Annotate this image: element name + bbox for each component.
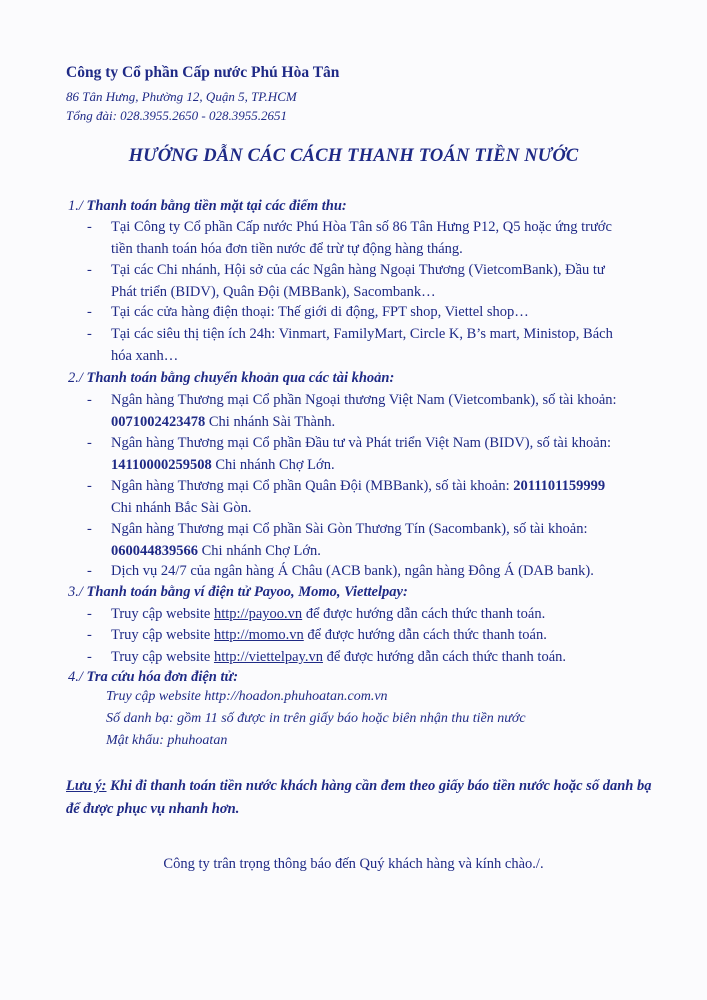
section-3-number: 3./ (68, 584, 83, 600)
momo-link[interactable]: http://momo.vn (213, 627, 304, 643)
list-item-prefix: Truy cập website (111, 649, 214, 665)
list-item-suffix: để được hướng dẫn cách thức thanh toán. (303, 627, 547, 643)
invoice-website: Truy cập website http://hoadon.phuhoatan.com.vn (106, 689, 388, 704)
list-item-suffix: để được hướng dẫn cách thức thanh toán. (322, 649, 567, 665)
branch-name: Chi nhánh Bắc Sài Gòn. (111, 500, 252, 516)
account-number: 2011101159999 (513, 478, 606, 494)
viettelpay-link[interactable]: http://viettelpay.vn (213, 649, 323, 665)
note-label: Lưu ý: (66, 778, 107, 794)
branch-name: Chi nhánh Chợ Lớn. (198, 543, 321, 559)
section-1-number: 1./ (68, 198, 83, 214)
list-item-text: Dịch vụ 24/7 của ngân hàng Á Châu (ACB bank), ngân hàng Đông Á (DAB bank). (111, 563, 594, 579)
account-number: 14110000259508 (111, 457, 212, 473)
bullet-dash: - (87, 521, 92, 537)
list-item-text-cont: hóa xanh… (111, 348, 179, 364)
section-1-title: Thanh toán bằng tiền mặt tại các điểm thu: (86, 198, 347, 214)
bullet-dash: - (87, 606, 92, 622)
closing-remark: Công ty trân trọng thông báo đến Quý khách hàng và kính chào./. (163, 856, 544, 872)
list-item-prefix: Truy cập website (111, 627, 214, 643)
page-title: HƯỚNG DẪN CÁC CÁCH THANH TOÁN TIỀN NƯỚC (128, 146, 579, 166)
bank-name: Ngân hàng Thương mại Cổ phần Sài Gòn Thương Tín (Sacombank), số tài khoản: (111, 521, 588, 537)
customer-code-info: Số danh bạ: gồm 11 số được in trên giấy báo hoặc biên nhận thu tiền nước (106, 711, 526, 726)
bullet-dash: - (87, 563, 92, 579)
bullet-dash: - (87, 478, 92, 494)
branch-name: Chi nhánh Sài Thành. (205, 414, 336, 430)
bank-name: Ngân hàng Thương mại Cổ phần Đầu tư và Phát triển Việt Nam (BIDV), số tài khoản: (111, 435, 611, 451)
section-1-heading (68, 198, 347, 215)
section-3-heading (68, 584, 408, 601)
list-item-text-cont: tiền thanh toán hóa đơn tiền nước để trừ tự động hàng tháng. (111, 241, 463, 257)
bank-name: Ngân hàng Thương mại Cổ phần Quân Đội (MBBank), số tài khoản: (111, 478, 514, 494)
list-item-text: Tại các Chi nhánh, Hội sở của các Ngân hàng Ngoại Thương (VietcomBank), Đầu tư (111, 262, 605, 278)
company-address: 86 Tân Hưng, Phường 12, Quận 5, TP.HCM (66, 89, 297, 104)
bullet-dash: - (87, 262, 92, 278)
list-item-text: Tại Công ty Cổ phần Cấp nước Phú Hòa Tân số 86 Tân Hưng P12, Q5 hoặc ứng trước (111, 219, 612, 235)
company-name: Công ty Cổ phần Cấp nước Phú Hòa Tân (66, 64, 340, 81)
note-text: Khi đi thanh toán tiền nước khách hàng cần đem theo giấy báo tiền nước hoặc số danh bạ để được phục vụ nhanh hơn. (66, 778, 652, 817)
list-item-prefix: Truy cập website (111, 606, 214, 622)
section-4-title: Tra cứu hóa đơn điện tử: (86, 669, 239, 685)
bullet-dash: - (87, 435, 92, 451)
bullet-dash: - (87, 392, 92, 408)
list-item-text-cont: Phát triển (BIDV), Quân Đội (MBBank), Sacombank… (111, 284, 436, 300)
list-item-text: Tại các siêu thị tiện ích 24h: Vinmart, FamilyMart, Circle K, B’s mart, Ministop, Bách (111, 326, 613, 342)
note (66, 775, 666, 821)
account-number: 060044839566 (111, 543, 198, 559)
bullet-dash: - (87, 627, 92, 643)
list-item-suffix: để được hướng dẫn cách thức thanh toán. (302, 606, 546, 622)
payoo-link[interactable]: http://payoo.vn (213, 606, 303, 622)
bullet-dash: - (87, 304, 92, 320)
bullet-dash: - (87, 649, 92, 665)
bullet-dash: - (87, 326, 92, 342)
bullet-dash: - (87, 219, 92, 235)
section-3-title: Thanh toán bằng ví điện tử Payoo, Momo, Viettelpay: (86, 584, 408, 600)
section-2-heading (68, 370, 394, 387)
section-4-number: 4./ (68, 669, 83, 685)
list-item-text: Tại các cửa hàng điện thoại: Thế giới di động, FPT shop, Viettel shop… (111, 304, 529, 320)
company-hotline: Tổng đài: 028.3955.2650 - 028.3955.2651 (66, 108, 287, 123)
account-number: 0071002423478 (111, 414, 206, 430)
section-2-title: Thanh toán bằng chuyển khoản qua các tài khoản: (86, 370, 395, 386)
bank-name: Ngân hàng Thương mại Cổ phần Ngoại thương Việt Nam (Vietcombank), số tài khoản: (111, 392, 617, 408)
branch-name: Chi nhánh Chợ Lớn. (211, 457, 335, 473)
section-2-number: 2./ (68, 370, 83, 386)
section-4-heading (68, 669, 238, 686)
password-info: Mật khẩu: phuhoatan (106, 733, 228, 748)
